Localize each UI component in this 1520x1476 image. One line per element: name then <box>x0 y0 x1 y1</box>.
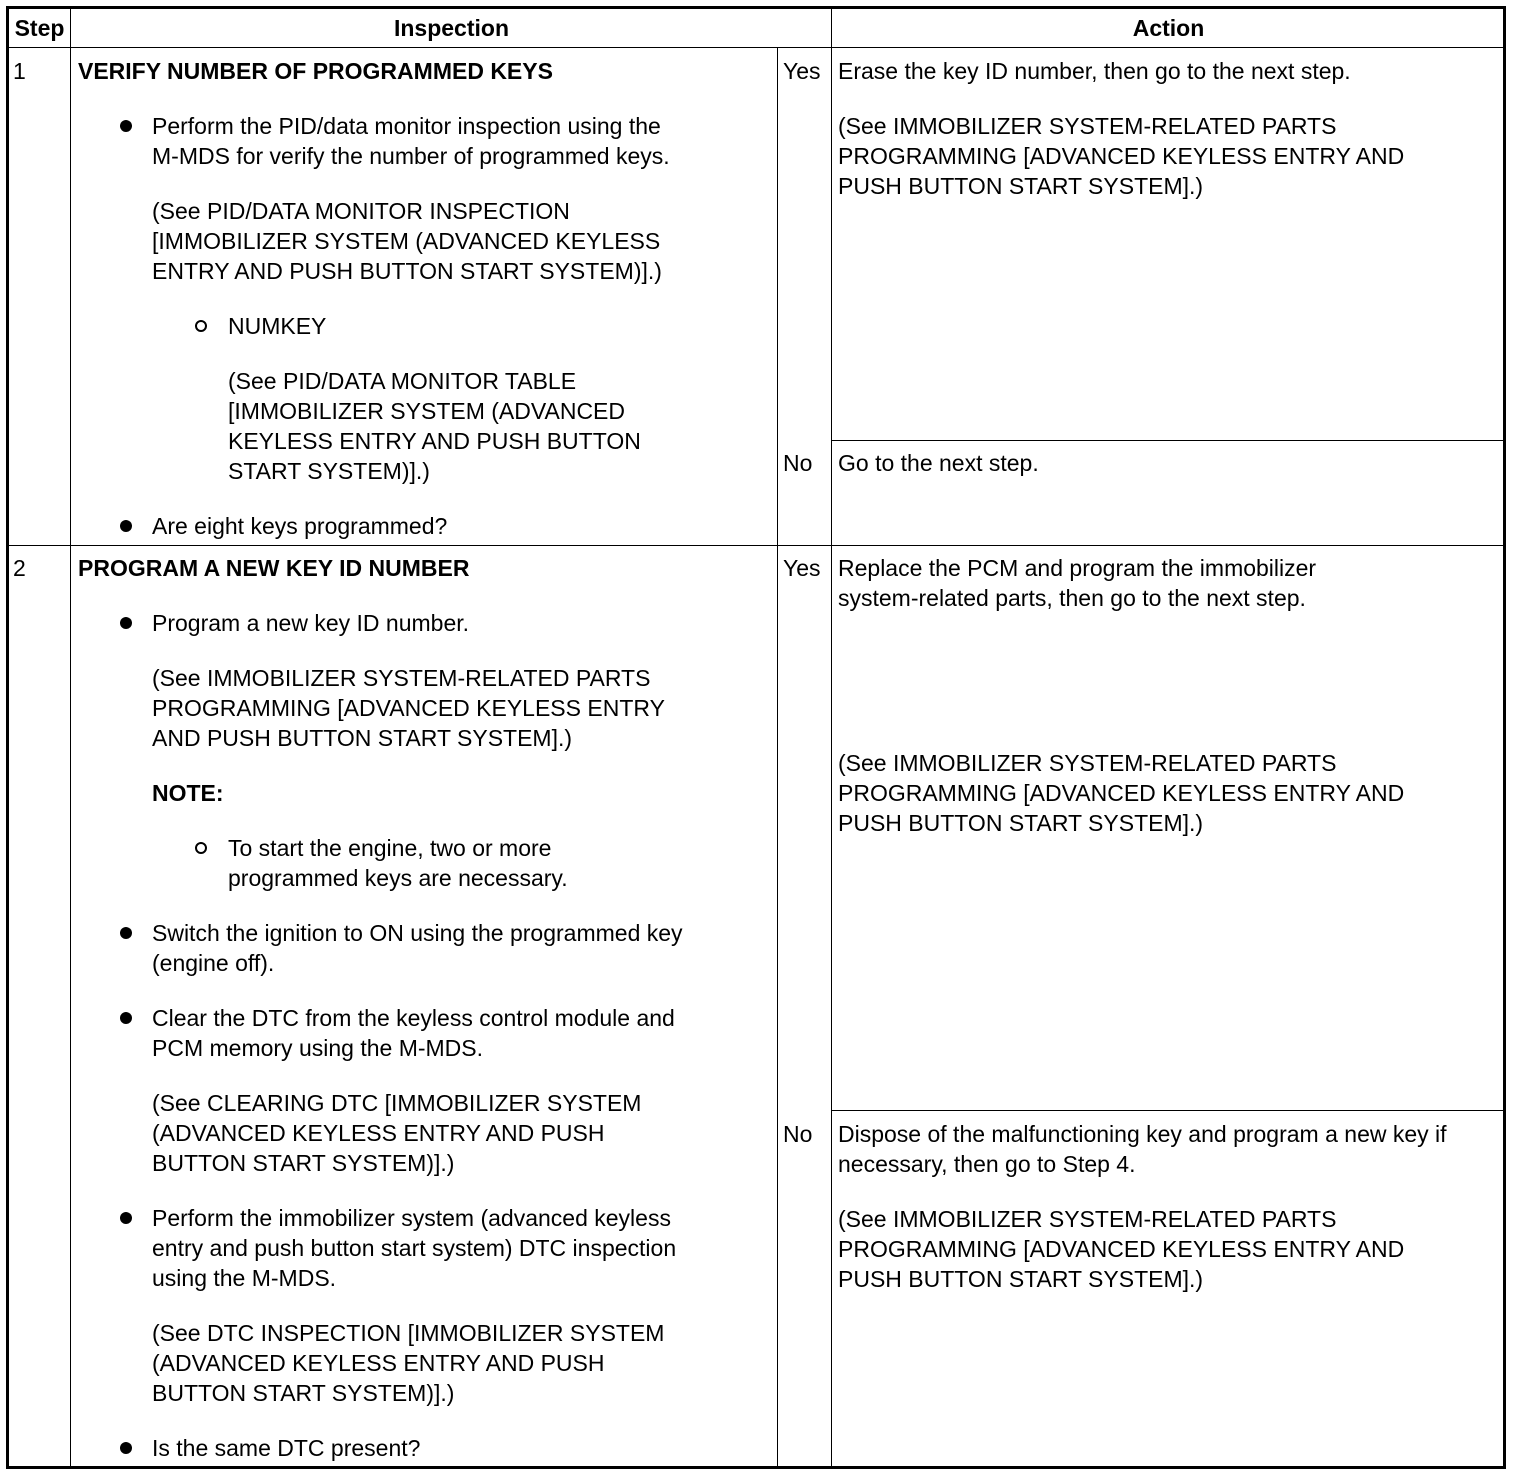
bullet-dot <box>120 1012 132 1024</box>
bullet-dot <box>120 120 132 132</box>
header-action: Action <box>1132 15 1205 41</box>
yes-action-reference: (See IMMOBILIZER SYSTEM-RELATED PARTS PROGRAMMING [ADVANCED KEYLESS ENTRY AND PUSH BUTTON START SYSTEM].) <box>838 750 1405 836</box>
header-step: Step <box>14 15 65 41</box>
no-action-reference: (See IMMOBILIZER SYSTEM-RELATED PARTS PROGRAMMING [ADVANCED KEYLESS ENTRY AND PUSH BUTTON START SYSTEM].) <box>838 1206 1405 1292</box>
step-number: 2 <box>13 555 26 581</box>
yes-action: Replace the PCM and program the immobilizer system-related parts, then go to the next step. <box>838 555 1317 611</box>
inspection-bullet: Clear the DTC from the keyless control module and PCM memory using the M-MDS. <box>152 1005 675 1061</box>
inspection-reference: (See PID/DATA MONITOR INSPECTION [IMMOBILIZER SYSTEM (ADVANCED KEYLESS ENTRY AND PUSH BUTTON START SYSTEM)].) <box>152 198 662 284</box>
bullet-dot <box>120 1212 132 1224</box>
row-divider <box>7 545 1504 546</box>
no-action: Dispose of the malfunctioning key and program a new key if necessary, then go to Step 4. <box>838 1121 1447 1177</box>
sub-bullet-circle <box>195 842 207 854</box>
column-divider-step <box>70 7 71 1467</box>
step-title: PROGRAM A NEW KEY ID NUMBER <box>78 555 470 581</box>
yes-action: Erase the key ID number, then go to the next step. <box>838 58 1351 84</box>
inspection-bullet: Perform the immobilizer system (advanced keyless entry and push button start system) DTC inspection using the M-MDS. <box>152 1205 677 1291</box>
bullet-dot <box>120 927 132 939</box>
no-action: Go to the next step. <box>838 450 1039 476</box>
inspection-reference: (See DTC INSPECTION [IMMOBILIZER SYSTEM (ADVANCED KEYLESS ENTRY AND PUSH BUTTON START SYSTEM)].) <box>152 1320 665 1406</box>
inspection-sub-reference: (See PID/DATA MONITOR TABLE [IMMOBILIZER SYSTEM (ADVANCED KEYLESS ENTRY AND PUSH BUTTON START SYSTEM)].) <box>228 368 641 484</box>
inspection-question: Are eight keys programmed? <box>152 513 448 539</box>
no-label: No <box>783 1121 813 1147</box>
bullet-dot <box>120 1442 132 1454</box>
inspection-sub-item: NUMKEY <box>228 313 327 339</box>
yes-action-reference: (See IMMOBILIZER SYSTEM-RELATED PARTS PROGRAMMING [ADVANCED KEYLESS ENTRY AND PUSH BUTTON START SYSTEM].) <box>838 113 1405 199</box>
note-item: To start the engine, two or more programmed keys are necessary. <box>228 835 568 891</box>
note-label: NOTE: <box>152 780 224 806</box>
bullet-dot <box>120 520 132 532</box>
inspection-reference: (See CLEARING DTC [IMMOBILIZER SYSTEM (ADVANCED KEYLESS ENTRY AND PUSH BUTTON START SYSTEM)].) <box>152 1090 642 1176</box>
bullet-dot <box>120 617 132 629</box>
yes-label: Yes <box>783 555 821 581</box>
column-divider-action <box>831 7 832 1467</box>
inspection-question: Is the same DTC present? <box>152 1435 421 1461</box>
step1-yes-no-divider <box>832 440 1504 441</box>
inspection-bullet: Program a new key ID number. <box>152 610 470 636</box>
no-label: No <box>783 450 813 476</box>
column-divider-inspection <box>777 48 778 1467</box>
inspection-bullet: Perform the PID/data monitor inspection using the M-MDS for verify the number of programmed keys. <box>152 113 670 169</box>
step-number: 1 <box>13 58 26 84</box>
yes-label: Yes <box>783 58 821 84</box>
step-title: VERIFY NUMBER OF PROGRAMMED KEYS <box>78 58 553 84</box>
step2-yes-no-divider <box>832 1110 1504 1111</box>
inspection-bullet: Switch the ignition to ON using the programmed key (engine off). <box>152 920 683 976</box>
inspection-reference: (See IMMOBILIZER SYSTEM-RELATED PARTS PROGRAMMING [ADVANCED KEYLESS ENTRY AND PUSH BUTTON START SYSTEM].) <box>152 665 665 751</box>
sub-bullet-circle <box>195 320 207 332</box>
header-inspection: Inspection <box>393 15 509 41</box>
